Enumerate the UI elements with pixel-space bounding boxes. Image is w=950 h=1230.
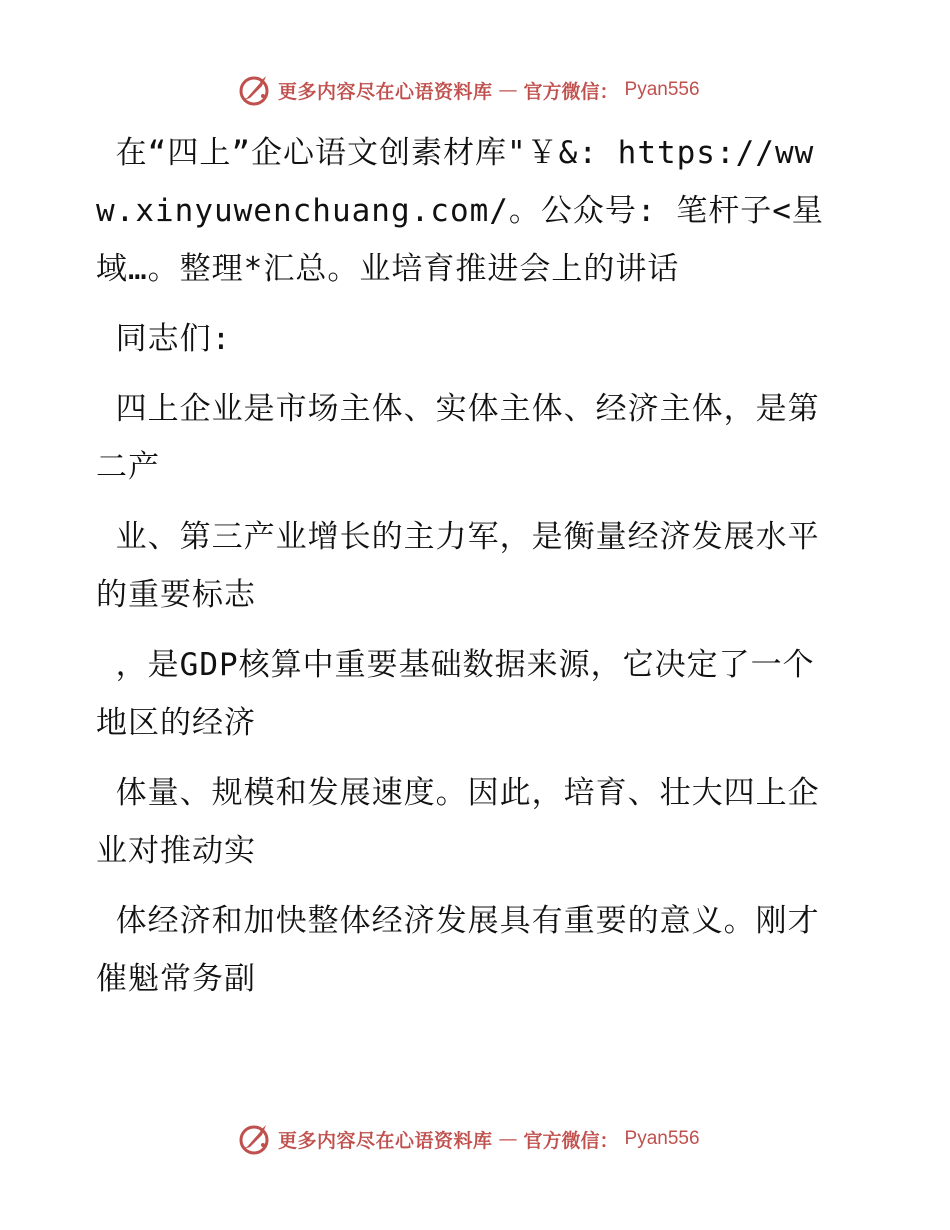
banner-title: 更多内容尽在心语资料库 <box>278 1129 493 1152</box>
paragraph: 四上企业是市场主体、实体主体、经济主体，是第二产 <box>96 391 820 485</box>
banner-wechat-id: Pyan556 <box>624 79 700 100</box>
banner-wechat-id: Pyan556 <box>624 1128 700 1149</box>
paragraph: 体量、规模和发展速度。因此，培育、壮大四上企业对推动实 <box>96 775 820 869</box>
header-banner <box>236 72 700 108</box>
banner-official-label: 官方微信： <box>523 1129 619 1152</box>
banner-title: 更多内容尽在心语资料库 <box>278 80 493 103</box>
paragraph: 业、第三产业增长的主力军，是衡量经济发展水平的重要标志 <box>96 519 820 613</box>
document-body <box>96 124 836 1008</box>
paragraph: ，是GDP核算中重要基础数据来源，它决定了一个地区的经济 <box>96 647 815 741</box>
banner-official-label: 官方微信： <box>523 80 619 103</box>
paragraph: 同志们: <box>96 321 232 357</box>
paragraph: 体经济和加快整体经济发展具有重要的意义。刚才催魁常务副 <box>96 903 820 997</box>
banner-separator: — <box>498 79 518 101</box>
quill-logo-icon <box>236 1121 272 1157</box>
paragraph: 在“四上”企心语文创素材库"￥&: https://www.xinyuwenchuang.com/。公众号: 笔杆子<星域…。整理*汇总。业培育推进会上的讲话 <box>96 135 824 287</box>
quill-logo-icon <box>236 72 272 108</box>
footer-banner <box>236 1121 700 1157</box>
banner-separator: — <box>498 1128 518 1150</box>
